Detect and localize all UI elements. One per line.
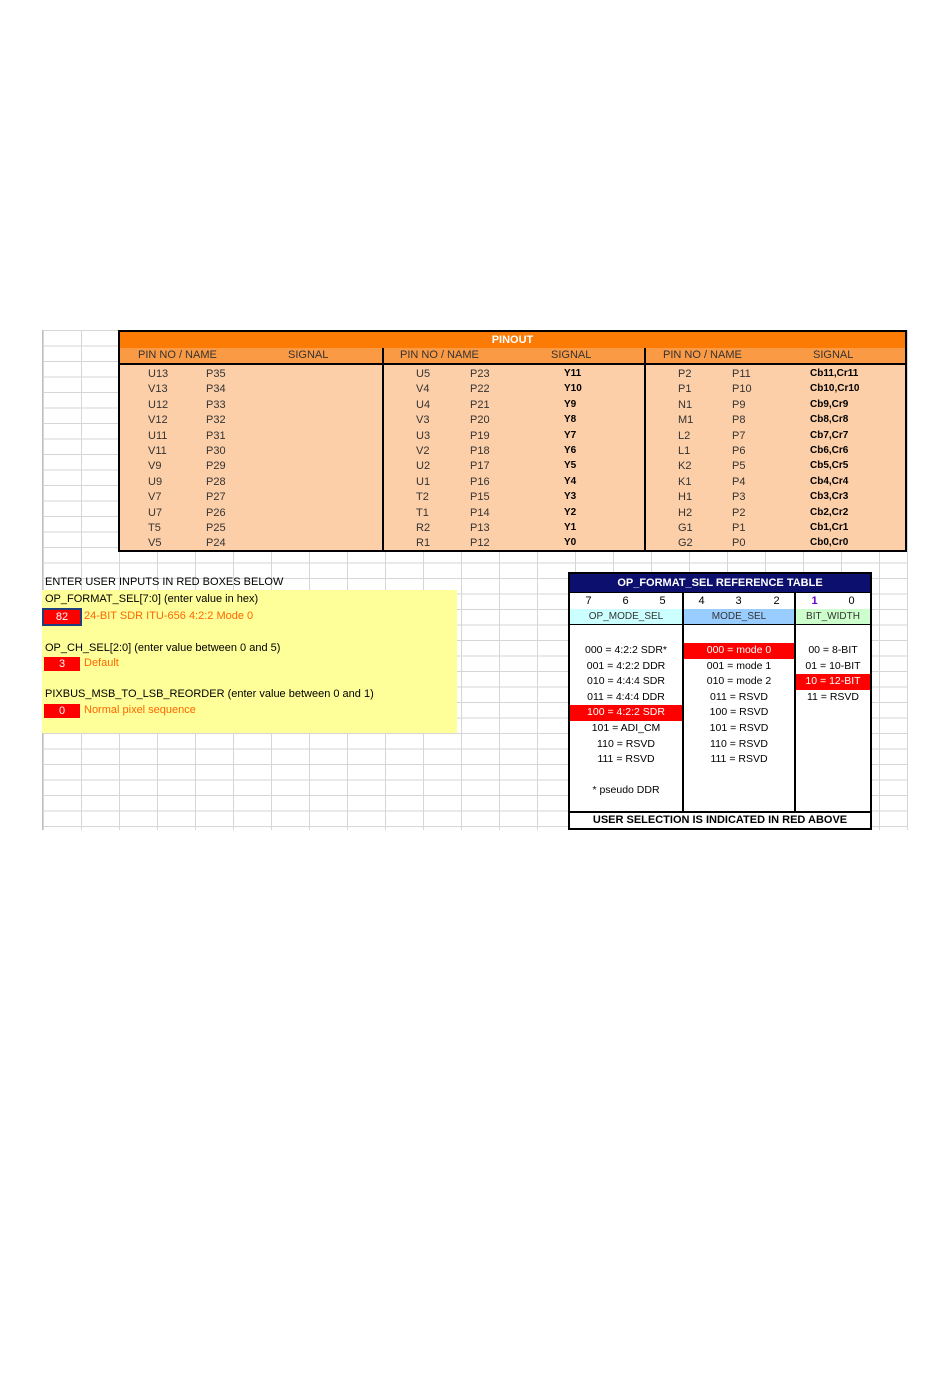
pin-name: P24: [206, 537, 226, 550]
pin-name: P22: [470, 383, 490, 396]
pinout-group-1: [120, 348, 382, 550]
pinout-row: [646, 490, 908, 506]
pinout-row: [646, 506, 908, 522]
pinout-row: [120, 490, 382, 506]
pinout-row: [384, 536, 646, 552]
pin-number: P1: [678, 383, 692, 396]
op-ch-sel-label: OP_CH_SEL[2:0] (enter value between 0 and 5): [45, 642, 281, 654]
bit-7: 7: [585, 595, 592, 607]
pinout-header-signal: SIGNAL: [288, 349, 329, 361]
op-mode-option: 111 = RSVD: [597, 753, 655, 766]
pin-name: P7: [732, 429, 746, 442]
pinout-row: [646, 459, 908, 475]
pin-name: P33: [206, 398, 226, 411]
mode-sel-option: 010 = mode 2: [706, 675, 772, 688]
pin-signal: Y4: [564, 475, 577, 487]
pin-number: V13: [148, 383, 168, 396]
pin-signal: Cb9,Cr9: [810, 398, 849, 410]
pin-name: P18: [470, 445, 490, 457]
pinout-row: [384, 398, 646, 414]
pinout-header-pin: PIN NO / NAME: [138, 349, 217, 361]
pin-signal: Y2: [564, 506, 577, 518]
pixbus-reorder-description: Normal pixel sequence: [84, 704, 196, 716]
pinout-row: [120, 506, 382, 522]
pin-name: P20: [470, 414, 490, 427]
pinout-header-signal: SIGNAL: [813, 349, 854, 361]
op-mode-sel-header: OP_MODE_SEL: [570, 609, 682, 625]
pinout-row: [384, 459, 646, 475]
pseudo-ddr-note: * pseudo DDR: [592, 784, 660, 796]
pinout-row: [120, 536, 382, 552]
pin-number: U12: [148, 398, 169, 411]
mode-sel-option: 011 = RSVD: [710, 690, 768, 703]
pin-name: P30: [206, 445, 226, 457]
pin-name: P15: [470, 491, 490, 504]
pinout-group-2: [382, 348, 646, 550]
pin-number: U1: [416, 475, 431, 488]
pin-number: U5: [416, 368, 431, 380]
pin-name: P13: [470, 522, 490, 534]
bit-6: 6: [622, 595, 629, 607]
bit-width-header: BIT_WIDTH: [796, 609, 870, 625]
pinout-row: [384, 382, 646, 398]
pin-number: M1: [678, 414, 694, 427]
bit-width-option: 10 = 12-BIT: [796, 674, 870, 690]
pin-number: V7: [148, 491, 162, 504]
pinout-header-pin: PIN NO / NAME: [663, 349, 742, 361]
pinout-header-pin: PIN NO / NAME: [400, 349, 479, 361]
mode-sel-option: 001 = mode 1: [706, 659, 772, 672]
pin-number: V3: [416, 414, 430, 427]
bit-2: 2: [773, 595, 780, 607]
pin-number: K2: [678, 460, 692, 473]
pinout-row: [646, 521, 908, 537]
pin-number: P2: [678, 368, 692, 380]
op-format-sel-description: 24-BIT SDR ITU-656 4:2:2 Mode 0: [84, 610, 254, 622]
pin-name: P2: [732, 506, 746, 519]
pinout-row: [120, 367, 382, 383]
pin-name: P16: [470, 475, 490, 488]
op-ch-sel-input[interactable]: 3: [44, 657, 80, 671]
pin-signal: Cb11,Cr11: [810, 368, 859, 379]
pin-name: P23: [470, 368, 490, 380]
pin-number: R1: [416, 537, 431, 550]
pinout-table: [118, 330, 907, 552]
mode-sel-option: 101 = RSVD: [709, 722, 769, 734]
pin-name: P35: [206, 368, 226, 380]
pinout-row: [646, 398, 908, 414]
bit-0: 0: [848, 595, 855, 607]
pin-name: P21: [470, 398, 490, 411]
pin-number: T5: [148, 522, 161, 534]
pin-name: P17: [470, 460, 490, 473]
pin-signal: Y9: [564, 398, 577, 410]
pin-number: V4: [416, 383, 430, 396]
reference-table-footer: USER SELECTION IS INDICATED IN RED ABOVE: [570, 811, 870, 828]
pin-number: V12: [148, 414, 168, 427]
op-format-sel-reference-table: [568, 572, 872, 830]
pinout-row: [120, 444, 382, 460]
pin-number: T1: [416, 506, 429, 519]
op-mode-option: 110 = RSVD: [597, 737, 655, 750]
mode-sel-option: 111 = RSVD: [710, 753, 768, 766]
pinout-row: [120, 475, 382, 491]
pin-number: N1: [678, 398, 693, 411]
pin-name: P28: [206, 475, 226, 488]
pin-number: H1: [678, 491, 693, 504]
pin-number: V5: [148, 537, 162, 550]
pin-name: P34: [206, 383, 226, 396]
pinout-row: [120, 429, 382, 445]
pinout-row: [120, 382, 382, 398]
pin-signal: Cb0,Cr0: [810, 537, 849, 549]
pin-name: P9: [732, 398, 746, 411]
pinout-row: [120, 413, 382, 429]
pin-name: P5: [732, 460, 746, 473]
pin-signal: Cb7,Cr7: [810, 429, 849, 441]
pin-signal: Cb1,Cr1: [810, 522, 849, 533]
pin-signal: Y7: [564, 429, 577, 441]
bit-1: 1: [811, 595, 818, 607]
op-mode-option: 010 = 4:4:4 SDR: [587, 675, 665, 688]
pin-signal: Cb5,Cr5: [810, 460, 849, 472]
pin-name: P6: [732, 445, 746, 457]
pinout-row: [120, 398, 382, 414]
op-format-sel-input[interactable]: 82: [44, 610, 80, 624]
bit-4: 4: [698, 595, 705, 607]
pin-number: U2: [416, 460, 431, 473]
pinout-row: [646, 413, 908, 429]
pixbus-reorder-label: PIXBUS_MSB_TO_LSB_REORDER (enter value between 0 and 1): [45, 688, 374, 700]
op-mode-option: 100 = 4:2:2 SDR: [570, 705, 682, 721]
pin-number: R2: [416, 522, 431, 534]
pin-name: P19: [470, 429, 490, 442]
pin-number: U9: [148, 475, 163, 488]
pin-name: P0: [732, 537, 746, 550]
pin-signal: Y11: [564, 368, 582, 379]
pinout-row: [646, 444, 908, 460]
mode-sel-option: 100 = RSVD: [709, 706, 769, 719]
pin-signal: Y5: [564, 460, 577, 472]
bit-3: 3: [735, 595, 742, 607]
pin-signal: Cb4,Cr4: [810, 475, 849, 487]
pin-number: H2: [678, 506, 693, 519]
pin-name: P14: [470, 506, 490, 519]
pinout-row: [384, 490, 646, 506]
pin-number: V11: [148, 445, 167, 457]
pin-signal: Cb10,Cr10: [810, 383, 860, 395]
pin-name: P32: [206, 414, 226, 427]
pin-signal: Y10: [564, 383, 582, 395]
pin-signal: Cb6,Cr6: [810, 445, 849, 456]
pin-number: K1: [678, 475, 692, 488]
bit-width-option: 01 = 10-BIT: [805, 659, 861, 672]
bit-width-option: 00 = 8-BIT: [808, 644, 858, 656]
mode-sel-option: 110 = RSVD: [710, 737, 768, 750]
pinout-row: [384, 521, 646, 537]
pin-signal: Y8: [564, 414, 577, 426]
pin-name: P25: [206, 522, 226, 534]
pixbus-reorder-input[interactable]: 0: [44, 704, 80, 718]
op-mode-option: 101 = ADI_CM: [591, 722, 661, 734]
pin-name: P29: [206, 460, 226, 473]
pin-name: P1: [732, 522, 746, 534]
pin-name: P26: [206, 506, 226, 519]
op-mode-option: 000 = 4:2:2 SDR*: [584, 644, 667, 656]
pin-name: P3: [732, 491, 746, 504]
pin-name: P10: [732, 383, 752, 396]
pinout-row: [384, 444, 646, 460]
pin-signal: Y1: [564, 522, 577, 533]
mode-sel-header: MODE_SEL: [684, 609, 794, 625]
pin-name: P12: [470, 537, 490, 550]
pin-number: U3: [416, 429, 431, 442]
pin-name: P27: [206, 491, 226, 504]
pin-name: P8: [732, 414, 746, 427]
pinout-row: [120, 459, 382, 475]
pinout-row: [384, 413, 646, 429]
pinout-row: [384, 475, 646, 491]
pin-number: L2: [678, 429, 691, 442]
bit-5: 5: [659, 595, 666, 607]
pin-number: T2: [416, 491, 429, 504]
pinout-row: [384, 506, 646, 522]
pin-signal: Y0: [564, 537, 577, 549]
pinout-header-signal: SIGNAL: [551, 349, 592, 361]
op-format-sel-label: OP_FORMAT_SEL[7:0] (enter value in hex): [45, 593, 259, 605]
pin-name: P4: [732, 475, 746, 488]
pin-number: U11: [148, 429, 168, 442]
pin-number: G2: [678, 537, 693, 550]
pin-name: P31: [206, 429, 226, 442]
pin-number: U7: [148, 506, 163, 519]
pinout-row: [384, 429, 646, 445]
pinout-row: [646, 475, 908, 491]
pin-signal: Y6: [564, 445, 577, 456]
pin-number: V2: [416, 445, 430, 457]
pin-name: P11: [732, 368, 751, 380]
mode-sel-option: 000 = mode 0: [684, 643, 794, 659]
pin-number: V9: [148, 460, 162, 473]
pinout-row: [384, 367, 646, 383]
pin-number: U4: [416, 398, 431, 411]
op-mode-option: 011 = 4:4:4 DDR: [587, 690, 665, 703]
pin-number: G1: [678, 522, 693, 534]
bit-width-option: 11 = RSVD: [806, 690, 860, 703]
op-mode-option: 001 = 4:2:2 DDR: [586, 659, 666, 672]
pinout-row: [646, 367, 908, 383]
pinout-title: PINOUT: [120, 332, 905, 348]
pinout-row: [646, 382, 908, 398]
pin-signal: Y3: [564, 491, 577, 503]
pin-signal: Cb2,Cr2: [810, 506, 849, 518]
pin-signal: Cb8,Cr8: [810, 414, 849, 426]
pinout-row: [120, 521, 382, 537]
pinout-row: [646, 536, 908, 552]
pinout-group-3: [644, 348, 908, 550]
pin-signal: Cb3,Cr3: [810, 491, 849, 503]
pin-number: U13: [148, 368, 169, 380]
pin-number: L1: [678, 445, 691, 457]
op-ch-sel-description: Default: [84, 657, 119, 669]
pinout-row: [646, 429, 908, 445]
reference-table-title: OP_FORMAT_SEL REFERENCE TABLE: [570, 574, 870, 592]
inputs-heading: ENTER USER INPUTS IN RED BOXES BELOW: [45, 576, 284, 588]
